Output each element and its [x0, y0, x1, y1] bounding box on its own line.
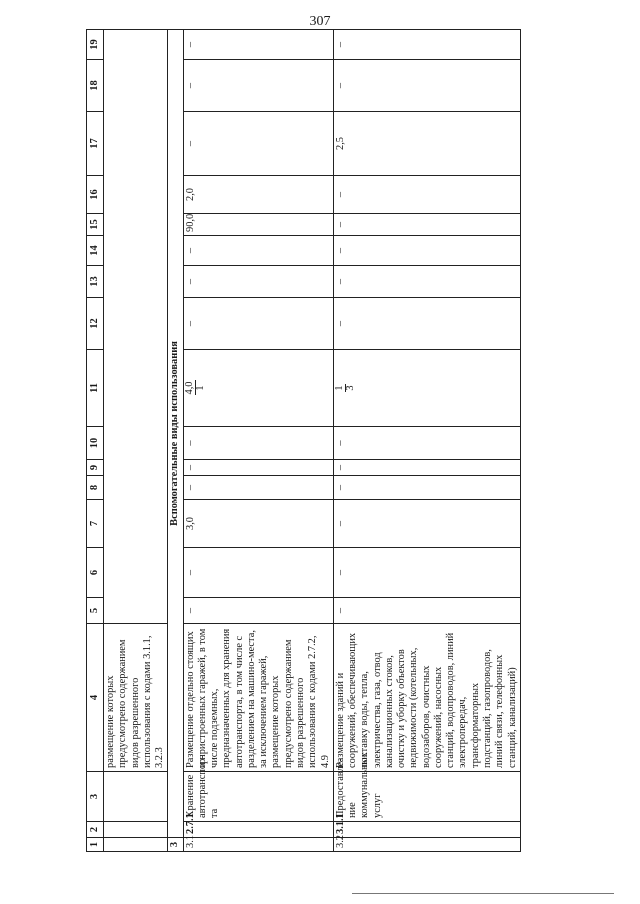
section-title: Вспомогательные виды использования: [168, 30, 183, 838]
header-cell: 14: [87, 236, 104, 266]
page-bottom-rule: [352, 893, 614, 894]
row-description: Размещение зданий и сооружений, обеспечивающих поставку воды, тепла, электричества, газа, отвод канализационных стоков, очистку и уборку объектов недвижимости (котельных, водозаборов, очистных сооружений, насосных станций, водопроводов, линий электропередач, трансформаторных подстанций, газопроводов, линий связи, телефонных станций, канализаций): [333, 624, 520, 772]
header-cell: 6: [87, 548, 104, 598]
header-cell: 12: [87, 298, 104, 350]
cell-7: –: [333, 500, 520, 548]
row-number: 3.2: [333, 838, 520, 852]
row-name: Предоставле-ние коммунальных услуг: [333, 772, 520, 822]
header-cell: 19: [87, 30, 104, 60]
header-cell: 4: [87, 624, 104, 772]
cell-19: –: [333, 30, 520, 60]
cell-11: [183, 350, 333, 427]
fraction-numerator: 4,0: [183, 381, 195, 395]
header-cell: 10: [87, 427, 104, 460]
header-row: [87, 30, 104, 852]
cell-12: –: [183, 298, 333, 350]
cell-6: –: [333, 548, 520, 598]
cell-19: –: [183, 30, 333, 60]
cell-13: –: [183, 266, 333, 298]
cell-15: –: [333, 214, 520, 236]
rotated-table-wrapper: [86, 39, 518, 852]
cell-11: [333, 350, 520, 427]
cell-8: –: [183, 476, 333, 500]
header-cell: 9: [87, 460, 104, 476]
continuation-row: [104, 30, 168, 852]
cell-18: –: [333, 60, 520, 112]
cell-8: –: [333, 476, 520, 500]
cell-16: 2,0: [183, 176, 333, 214]
header-cell: 18: [87, 60, 104, 112]
header-cell: 5: [87, 598, 104, 624]
cell-14: –: [183, 236, 333, 266]
cell-16: –: [333, 176, 520, 214]
fraction-denominator: 1: [195, 385, 206, 391]
row-number: 3.1: [183, 838, 333, 852]
cell-17: 2,5: [333, 112, 520, 176]
fraction-numerator: 1: [333, 385, 345, 391]
row-code: 3.1.1: [333, 822, 520, 838]
cell-10: –: [183, 427, 333, 460]
header-cell: 15: [87, 214, 104, 236]
header-cell: 8: [87, 476, 104, 500]
cell-15: 90,0: [183, 214, 333, 236]
cell-17: –: [183, 112, 333, 176]
header-cell: 16: [87, 176, 104, 214]
cell-14: –: [333, 236, 520, 266]
page-number: 307: [309, 14, 331, 29]
cell-9: –: [183, 460, 333, 476]
cell-12: –: [333, 298, 520, 350]
header-cell: 11: [87, 350, 104, 427]
cell-9: –: [333, 460, 520, 476]
fraction-denominator: 3: [345, 385, 357, 391]
row-name: Хранение автотранспор-та: [183, 772, 333, 822]
table-row: [183, 30, 333, 852]
table-row: [333, 30, 520, 852]
fraction: [185, 381, 207, 396]
row-code: 2.7.1: [183, 822, 333, 838]
cell-10: –: [333, 427, 520, 460]
cell-18: –: [183, 60, 333, 112]
section-number: 3: [168, 838, 183, 852]
cell-7: 3,0: [183, 500, 333, 548]
header-cell: 1: [87, 838, 104, 852]
section-row: [168, 30, 183, 852]
cell-5: –: [183, 598, 333, 624]
cell-13: –: [333, 266, 520, 298]
row-description: Размещение отдельно стоящих и пристроенных гаражей, в том числе подземных, предназначенных для хранения автотранспорта, в том числе с разделением на машино-места, за исключением гаражей, размещение которых предусмотрено содержанием видов разрешенного использования с кодами 2.7.2, 4.9: [183, 624, 333, 772]
header-cell: 13: [87, 266, 104, 298]
header-cell: 17: [87, 112, 104, 176]
fraction: [335, 384, 357, 391]
cell-6: –: [183, 548, 333, 598]
continuation-description: размещение которых предусмотрено содержанием видов разрешенного использования с кодами 3.1.1, 3.2.3: [104, 624, 168, 772]
header-cell: 3: [87, 772, 104, 822]
header-cell: 2: [87, 822, 104, 838]
zoning-table: [86, 29, 521, 852]
cell-5: –: [333, 598, 520, 624]
header-cell: 7: [87, 500, 104, 548]
